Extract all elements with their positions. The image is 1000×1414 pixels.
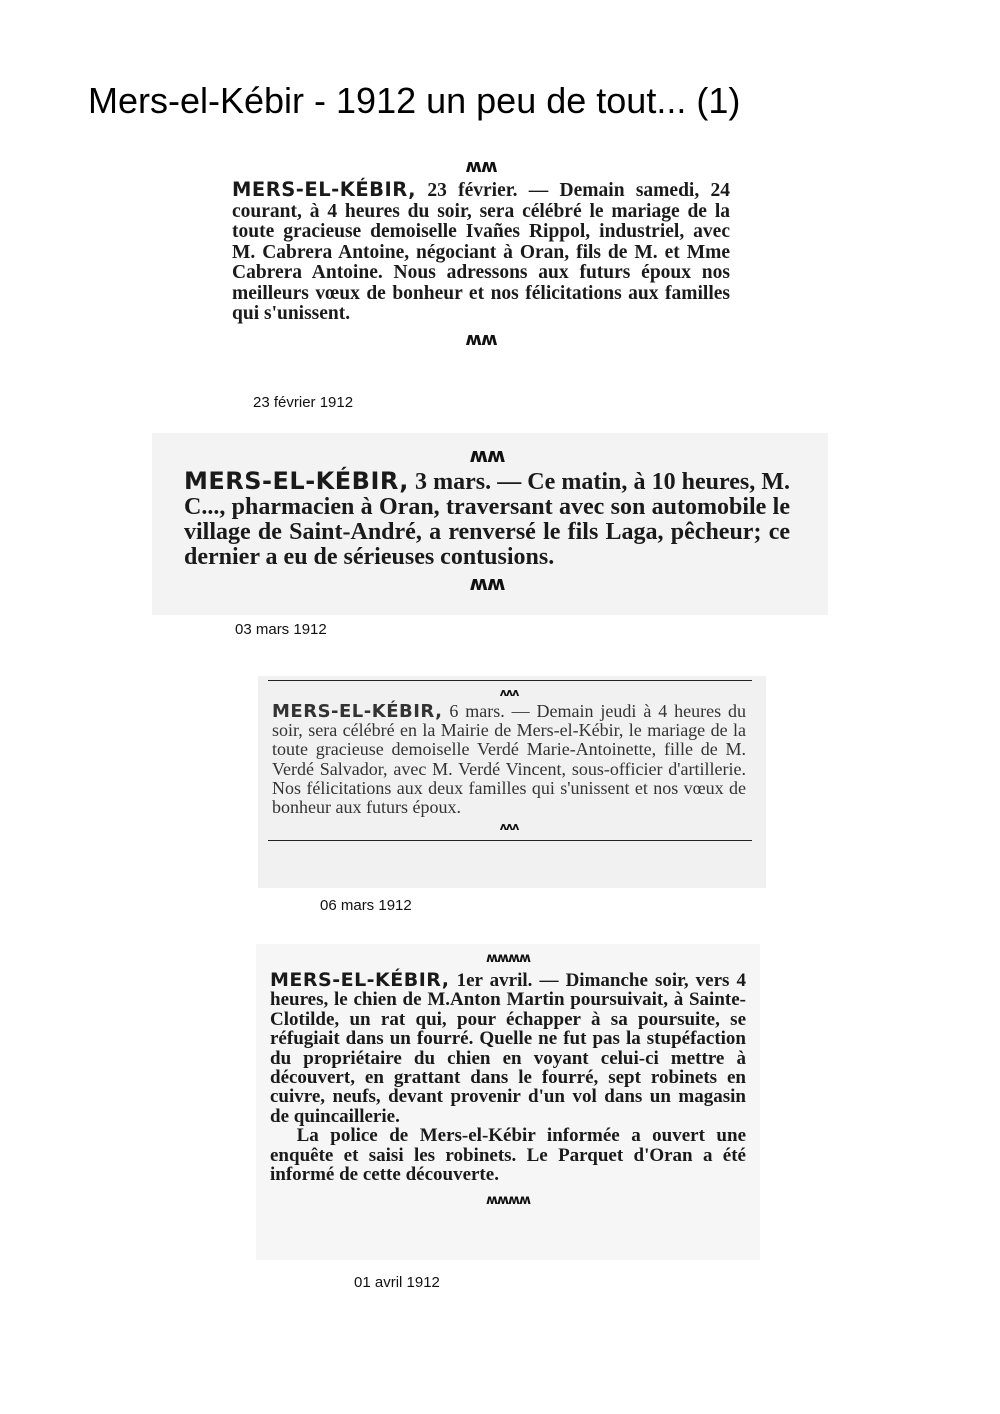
clipping-caption-date: 01 avril 1912 [354,1274,440,1291]
ornament-top: ʍʍ [469,443,505,467]
ornament-top: ʌʌʌ [499,686,519,699]
ornament-bottom: ʍʍ [465,328,497,350]
clipping-caption-date: 06 mars 1912 [320,897,412,914]
bottom-rule [268,840,752,841]
clipping-caption-date: 03 mars 1912 [235,621,327,638]
dateline-place: MERS-EL-KÉBIR, [272,701,443,722]
clipping-body [232,180,730,325]
clipping-text: 23 février. — Demain samedi, 24 courant, à 4 heures du soir, sera célébré le mariage de la toute gracieuse demoiselle Ivañes Rippol, industriel, avec M. Cabrera Antoine, négociant à Oran, fils de M. et Mme Cabrera Antoine. Nous adressons aux futurs époux nos meilleurs vœux de bonheur et nos félicitations aux familles qui s'unissent. [232,180,730,324]
clipping-caption-date: 23 février 1912 [253,394,354,411]
ornament-top: ʍʍʍʍ [485,951,531,966]
dateline-place: MERS-EL-KÉBIR, [232,178,417,201]
ornament-bottom: ʍʍʍʍ [485,1193,531,1209]
ornament-bottom: ʍʍ [469,571,505,595]
clipping-text: 1er avril. — Dimanche soir, vers 4 heures, le chien de M.Anton Martin poursuivait, à Sainte-Clotilde, un rat qui, pour échapper à sa poursuite, se réfugiait dans un fourré. Quelle ne fut pas la stupéfaction du propriétaire du chien en voyant celui-ci mettre à découvert, en grattant dans le fourré, sept robinets en cuivre, neufs, devant provenir d'un vol dans un magasin de quincaillerie. [270,970,746,1127]
ornament-bottom: ʌʌʌ [499,820,519,834]
clipping-body-2: La police de Mers-el-Kébir informée a ouvert une enquête et saisi les robinets. Le Parquet d'Oran a été informé de cette découverte. [270,1125,746,1186]
dateline-place: MERS-EL-KÉBIR, [184,467,409,495]
news-clipping-mar-03 [152,433,828,615]
clipping-body [272,702,746,817]
clipping-text: 6 mars. — Demain jeudi à 4 heures du soir, sera célébré en la Mairie de Mers-el-Kébir, le mariage de la toute gracieuse demoiselle Verdé Marie-Antoinette, fille de M. Verdé Salvador, avec M. Verdé Vincent, sous-officier d'artillerie. Nos félicitations aux deux familles qui s'unissent et nos vœux de bonheur aux futurs époux. [272,701,746,818]
news-clipping-feb-23 [232,158,730,353]
dateline-place: MERS-EL-KÉBIR, [270,969,450,991]
top-rule [268,680,752,681]
news-clipping-apr-01 [256,944,760,1260]
clipping-body [270,971,746,1126]
clipping-body [184,469,790,570]
clipping-text: 3 mars. — Ce matin, à 10 heures, M. C..., pharmacien à Oran, traversant avec son automobile le village de Saint-André, a renversé le fils Laga, pêcheur; ce dernier a eu de sérieuses contusions. [184,469,790,570]
news-clipping-mar-06 [258,676,766,888]
page-title: Mers-el-Kébir - 1912 un peu de tout... (1) [88,80,741,121]
ornament-top: ʍʍ [465,156,497,177]
